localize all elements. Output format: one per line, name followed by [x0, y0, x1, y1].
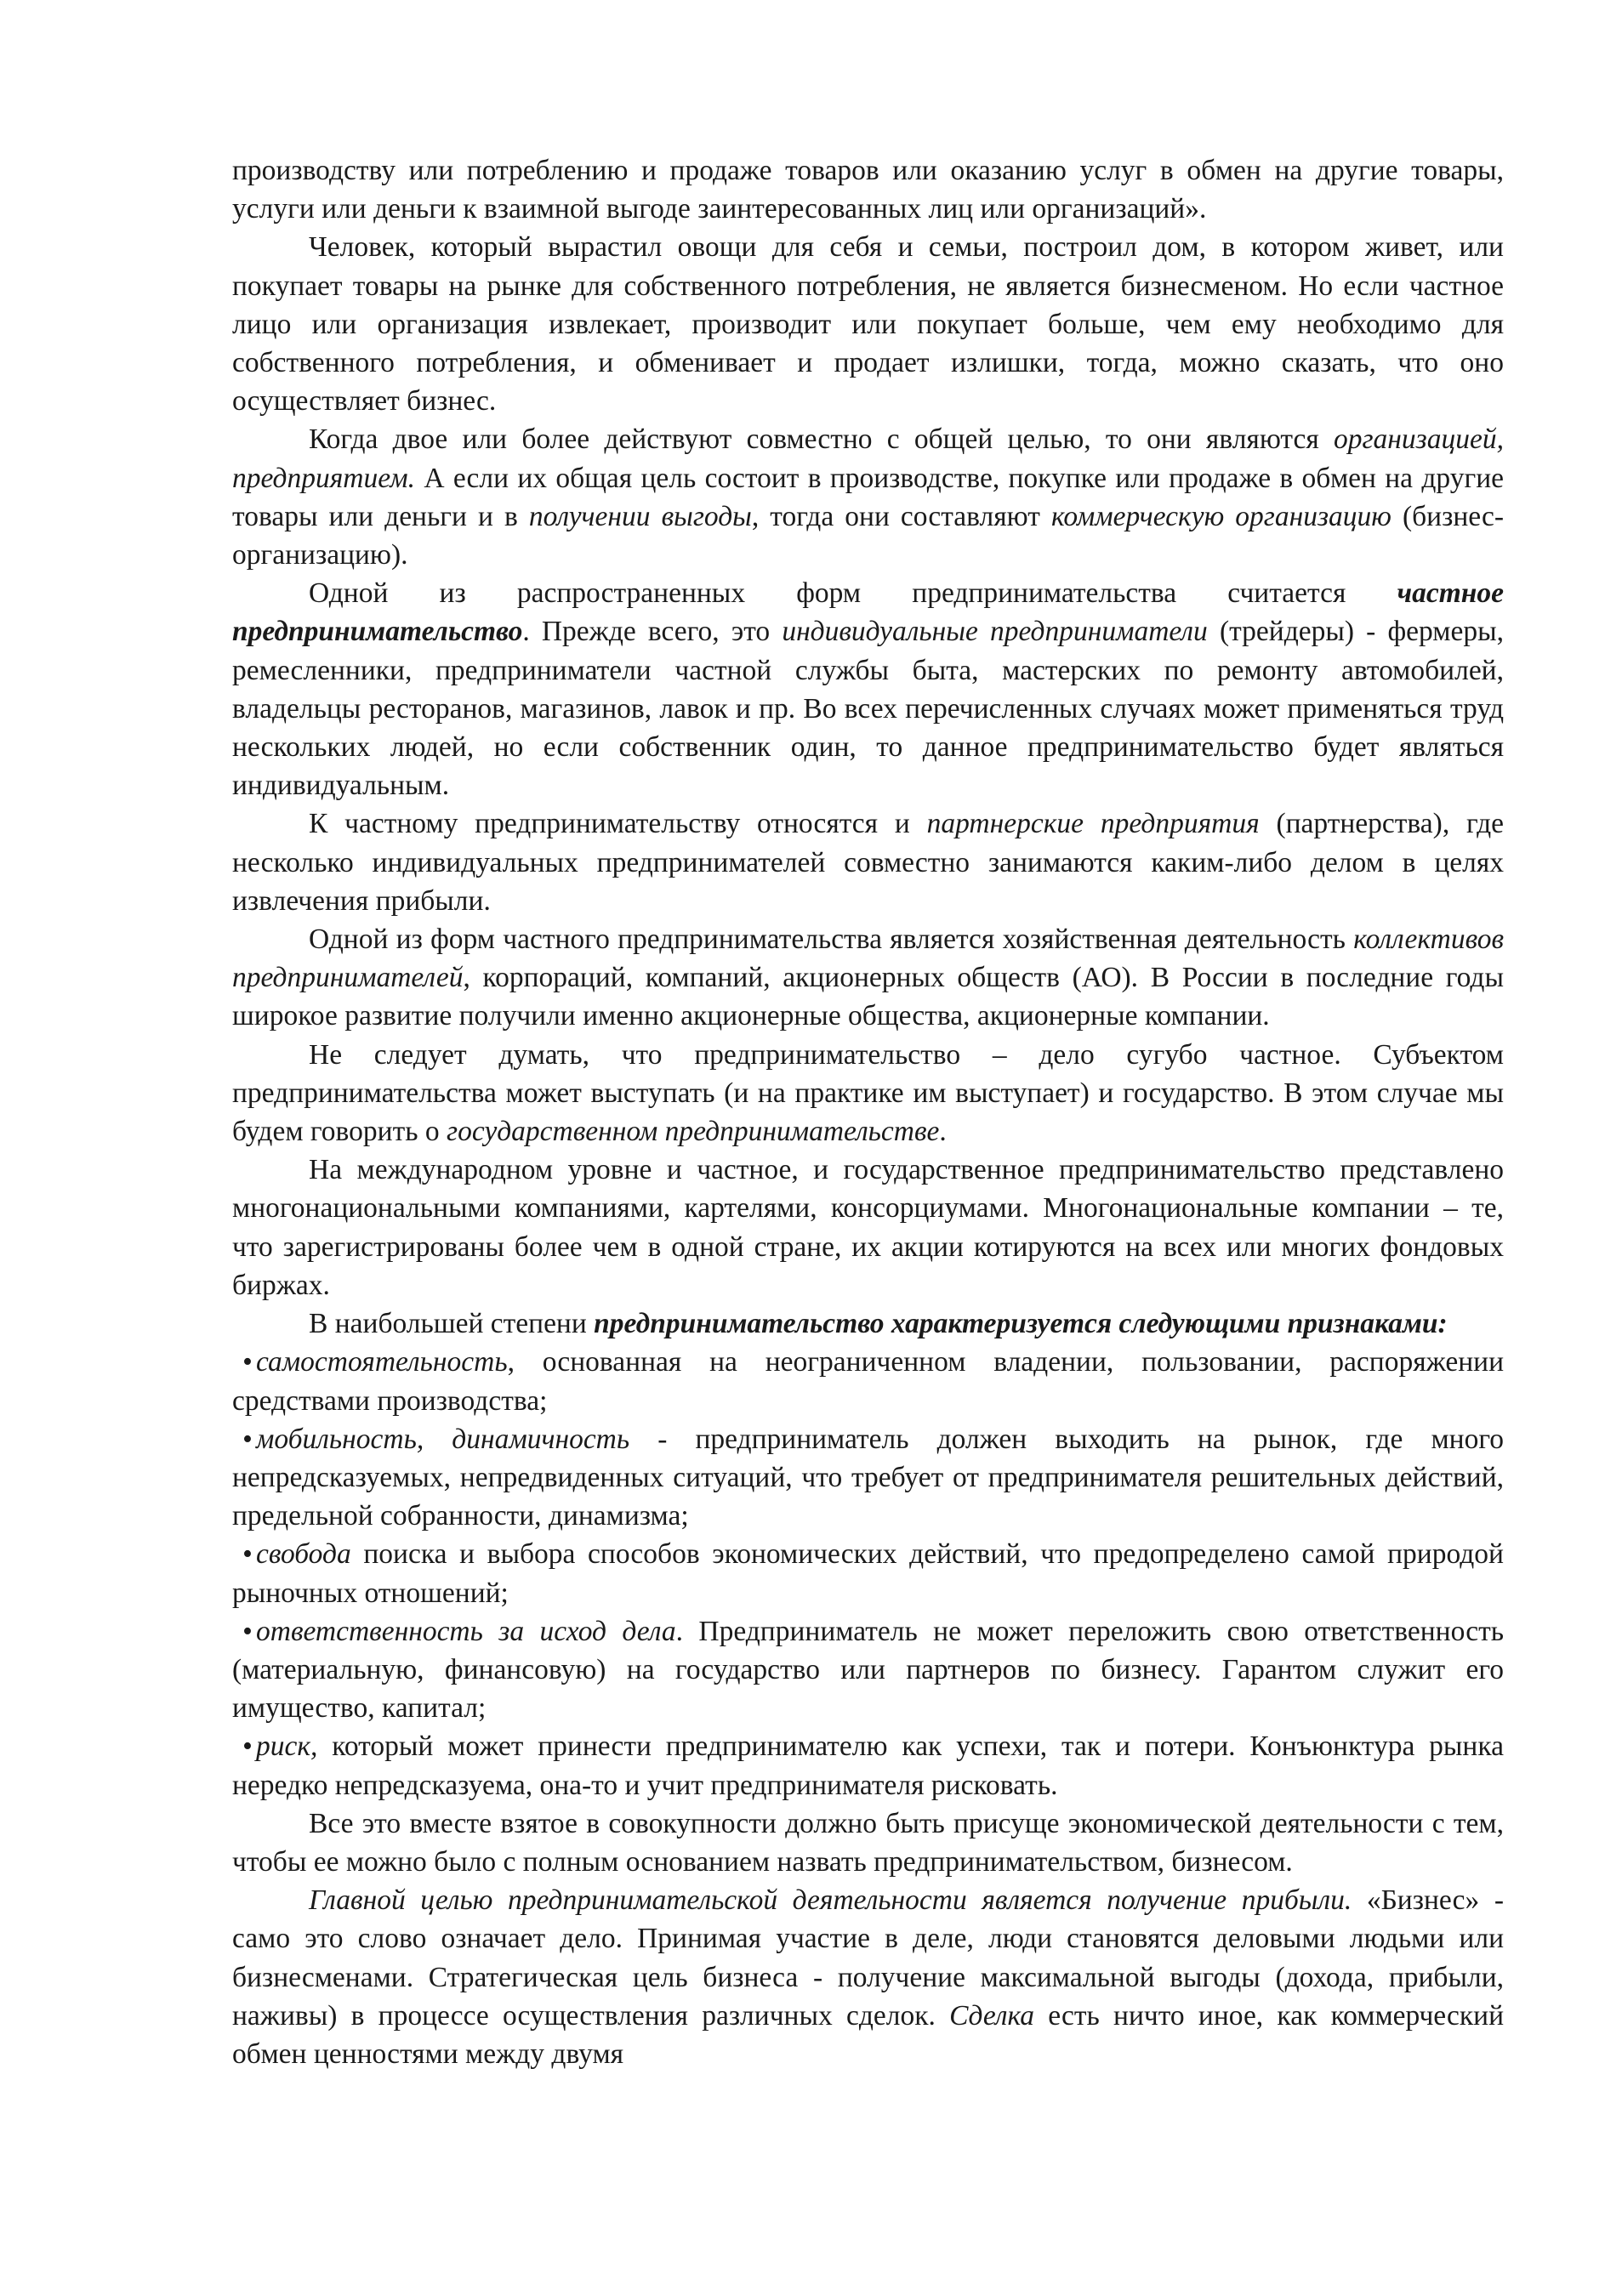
italic-term: коммерческую организацию — [1050, 500, 1392, 532]
bullet-item — [232, 1535, 1504, 1611]
italic-term: риск, — [256, 1731, 318, 1763]
paragraph — [232, 804, 1504, 920]
text-run: «Бизнес» - само это слово означает дело. Принимая участие в деле, люди становятся деловыми людьми или бизнесменами. Стратегическая цель бизнеса - получение максимальной выгоды (дохода, прибыли, наживы) в процессе осуществления различных сделок. — [232, 1884, 1504, 2032]
paragraph — [232, 420, 1504, 574]
text-run: (партнерства), где несколько индивидуальных предпринимателей совместно занимаются каким-либо делом в целях извлечения прибыли. — [232, 808, 1504, 917]
text-run: На международном уровне и частное, и государственное предпринимательство представлено многонациональными компаниями, картелями, консорциумами. Многонациональные компании – те, что зарегистрированы более чем в одной стране, их акции котируются на всех или многих фондовых биржах. — [232, 1154, 1504, 1301]
text-run: , основанная на неограниченном владении, пользовании, распоряжении средствами производства; — [232, 1346, 1504, 1417]
text-run: производству или потреблению и продаже товаров или оказанию услуг в обмен на другие товары, услуги или деньги к взаимной выгоде заинтересованных лиц или организаций». — [232, 155, 1504, 225]
text-run: К частному предпринимательству относятся и — [309, 808, 927, 840]
italic-term: коллективов предпринимателей — [232, 924, 1504, 994]
text-run: . — [939, 1116, 947, 1148]
document-page — [232, 151, 1504, 2073]
bullet-item — [232, 1612, 1504, 1728]
paragraph — [232, 920, 1504, 1036]
text-run: Когда двое или более действуют совместно с общей целью, то они являются — [309, 423, 1334, 456]
bullet-icon: • — [242, 1538, 253, 1571]
text-run: А если их общая цель состоит в производстве, покупке или продаже в обмен на другие товары или деньги и в — [232, 462, 1504, 532]
italic-term: свобода — [256, 1538, 351, 1571]
italic-term: мобильность, динамичность — [256, 1423, 630, 1455]
text-run: В наибольшей степени — [309, 1308, 595, 1340]
text-run: поиска и выбора способов экономических действий, что предопределено самой природой рыночных отношений; — [232, 1538, 1504, 1609]
paragraph — [232, 1151, 1504, 1304]
bold-italic-term: предпринимательство характеризуется следующими признаками: — [594, 1308, 1448, 1340]
paragraph — [232, 228, 1504, 420]
bullet-item — [232, 1420, 1504, 1536]
paragraph — [232, 1881, 1504, 2073]
bullet-icon: • — [242, 1615, 253, 1647]
text-run: , корпораций, компаний, акционерных обществ (АО). В России в последние годы широкое развитие получили именно акционерные общества, акционерные компании. — [232, 962, 1504, 1032]
text-run: Одной из форм частного предпринимательства является хозяйственная деятельность — [309, 924, 1354, 956]
text-run: . Прежде всего, это — [522, 616, 783, 648]
text-run: Одной из распространенных форм предпринимательства считается — [309, 577, 1397, 610]
text-run: есть ничто иное, как коммерческий обмен ценностями между двумя — [232, 1999, 1505, 2070]
italic-term: Главной целью предпринимательской деятельности является получение прибыли. — [309, 1884, 1352, 1917]
bullet-item — [232, 1727, 1504, 1804]
bullet-icon: • — [242, 1346, 253, 1378]
bullet-icon: • — [242, 1731, 253, 1763]
paragraph — [232, 574, 1504, 804]
bullet-icon: • — [242, 1423, 253, 1455]
paragraph-continued — [232, 151, 1504, 228]
text-run: , тогда они составляют — [751, 500, 1051, 532]
paragraph — [232, 1036, 1504, 1151]
text-run: Человек, который вырастил овощи для себя и семьи, построил дом, в котором живет, или покупает товары на рынке для собственного потребления, не является бизнесменом. Но если частное лицо или организация извлекает, производит или покупает больше, чем ему необходимо для собственного потребления, и обменивает и продает излишки, тогда, можно сказать, что оно осуществляет бизнес. — [232, 231, 1504, 418]
paragraph — [232, 1304, 1504, 1343]
text-run: (бизнес-организацию). — [232, 500, 1504, 571]
text-run: . Предприниматель не может переложить свою ответственность (материальную, финансовую) на государство или партнеров по бизнесу. Гарантом служит его имущество, капитал; — [232, 1615, 1504, 1725]
italic-term: ответственность за исход дела — [256, 1615, 676, 1647]
italic-term: Сделка — [949, 1999, 1035, 2032]
text-run: (трейдеры) - фермеры, ремесленники, предприниматели частной службы быта, мастерских по ремонту автомобилей, владельцы ресторанов, магазинов, лавок и пр. Во всех перечисленных случаях может применяться труд нескольких людей, но если собственник один, то данное предпринимательство будет являться индивидуальным. — [232, 616, 1504, 802]
italic-term: организацией, предприятием. — [232, 423, 1504, 494]
paragraph — [232, 1804, 1504, 1881]
italic-term: индивидуальные предприниматели — [782, 616, 1208, 648]
text-run: который может принести предпринимателю как успехи, так и потери. Конъюнктура рынка нередко непредсказуема, она-то и учит предпринимателя рисковать. — [232, 1731, 1504, 1801]
italic-term: партнерские предприятия — [926, 808, 1260, 840]
text-run: Не следует думать, что предпринимательство – дело сугубо частное. Субъектом предпринимательства может выступать (и на практике им выступает) и государство. В этом случае мы будем говорить о — [232, 1038, 1504, 1148]
italic-term: получении выгоды — [528, 500, 752, 532]
bold-italic-term: частное предпринимательство — [232, 577, 1504, 648]
bullet-item — [232, 1343, 1504, 1419]
text-run: Все это вместе взятое в совокупности должно быть присуще экономической деятельности с тем, чтобы ее можно было с полным основанием назвать предпринимательством, бизнесом. — [232, 1807, 1504, 1878]
italic-term: государственном предпринимательстве — [447, 1116, 940, 1148]
italic-term: самостоятельность — [256, 1346, 508, 1378]
text-run: - предприниматель должен выходить на рынок, где много непредсказуемых, непредвиденных ситуаций, что требует от предпринимателя решительных действий, предельной собранности, динамизма; — [232, 1423, 1504, 1532]
